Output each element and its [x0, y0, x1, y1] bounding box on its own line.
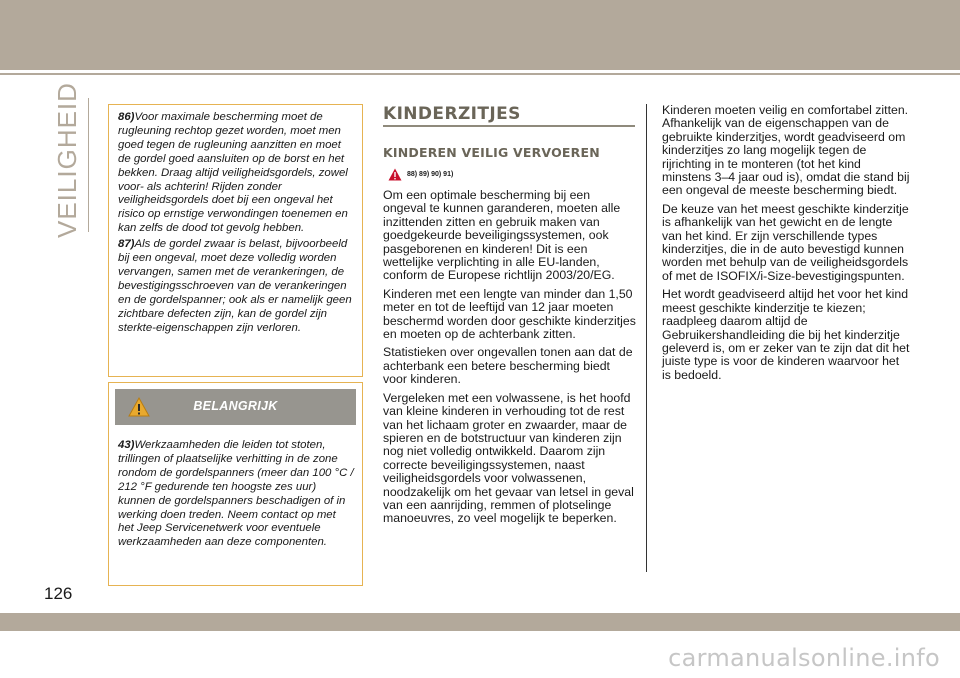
page-number: 126 [44, 584, 73, 603]
subsection-heading: KINDEREN VEILIG VERVOEREN [383, 145, 600, 160]
note-87 [118, 238, 354, 335]
watermark: carmanualsonline.info [668, 644, 940, 672]
important-box [108, 382, 363, 586]
note-text: Voor maximale bescherming moet de rugleuning rechtop gezet worden, moet men goed tegen de rugleuning aanzitten en moet de gordel goed aansluiten op de borst en het bekken. Draag altijd veiligheidsgordels, zowel voor- als achterin! Rijden zonder veiligheidsgordels doet bij een ongeval het risico op ernstige verwondingen toenemen en kan zelfs de dood tot gevolg hebben. [118, 111, 348, 235]
note-text: Werkzaamheden die leiden tot stoten, trillingen of plaatselijke verhitting in de zone rondom de gordelspanners (meer dan 100 °C / 212 °F gedurende ten hoogste zes uur) kunnen de gordelspanners beschadigen of in werking doen treden. Neem contact op met het Jeep Servicenetwerk voor eventuele werkzaamheden aan deze componenten. [118, 439, 354, 549]
header-band [0, 0, 960, 70]
paragraph: De keuze van het meest geschikte kinderzitje is afhankelijk van het gewicht en de lengte van het kind. Er zijn verschillende types kinderzitjes, die in de auto bevestigd kunnen worden met behulp van de veiligheidsgordels of met de ISOFIX/i-Size-bevestigingspunten. [662, 201, 909, 283]
warning-reference-line [388, 166, 636, 183]
note-43 [118, 439, 354, 550]
paragraph: Statistieken over ongevallen tonen aan dat de achterbank een betere bescherming biedt voor kinderen. [383, 345, 633, 387]
main-column-1 [383, 104, 636, 531]
warning-notes-box [108, 104, 363, 377]
note-number: 86) [118, 111, 135, 123]
section-label: VEILIGHEID [52, 82, 82, 238]
header-rule [0, 73, 960, 75]
main-column-2 [662, 104, 910, 387]
important-header [115, 389, 356, 425]
note-text: Als de gordel zwaar is belast, bijvoorbeeld bij een ongeval, moet deze volledig worden vervangen, samen met de verankeringen, de bevestigingsschroeven van de verankeringen en de gordelspanner; ook als er namelijk geen zichtbare defecten zijn, kan de gordel zijn sterkte-eigenschappen zijn verloren. [118, 238, 352, 334]
footer-band [0, 613, 960, 631]
section-rule [88, 98, 89, 232]
paragraph: Om een optimale bescherming bij een ongeval te kunnen garanderen, moeten alle inzittenden zitten en gebruik maken van goedgekeurde beveiligingssystemen, ook pasgeborenen en kinderen! Dit is een wettelijke verplichting in alle EU-landen, conform de Europese richtlijn 2003/20/EG. [383, 188, 621, 283]
warning-triangle-icon [388, 168, 402, 181]
important-title: BELANGRIJK [193, 399, 278, 413]
paragraph: Vergeleken met een volwassene, is het hoofd van kleine kinderen in verhouding tot de rest van het lichaam groter en zwaarder, maar de spieren en de botstructuur van kinderen zijn nog niet volledig ontwikkeld. Daarom zijn correcte beveiligingssystemen, naast veiligheidsgordels voor volwassenen, noodzakelijk om het gevaar van letsel in geval van een aanrijding, remmen of plotselinge manoeuvres, zo veel mogelijk te beperken. [383, 390, 634, 526]
section-heading: KINDERZITJES [383, 104, 635, 127]
paragraph: Kinderen met een lengte van minder dan 1,50 meter en tot de leeftijd van 12 jaar moeten beschermd worden door geschikte kinderzitjes en moeten op de achterbank zitten. [383, 286, 636, 342]
column-divider [646, 104, 647, 572]
warning-references: 88) 89) 90) 91) [407, 171, 454, 178]
note-number: 87) [118, 238, 135, 251]
note-number: 43) [118, 439, 135, 451]
note-86 [118, 111, 354, 236]
paragraph: Het wordt geadviseerd altijd het voor het kind meest geschikte kinderzitje te kiezen; raadpleeg daarom altijd de Gebruikershandleiding die bij het kinderzitje geleverd is, om er zeker van te zijn dat dit het juiste type is voor de kinderen waarvoor het is bedoeld. [662, 287, 910, 382]
paragraph: Kinderen moeten veilig en comfortabel zitten. Afhankelijk van de eigenschappen van de gebruikte kinderzitjes, wordt geadviseerd om kinderzitjes zo lang mogelijk tegen de rijrichting in te monteren (tot het kind minstens 3–4 jaar oud is), omdat die stand bij een ongeval de meeste bescherming biedt. [662, 103, 910, 198]
